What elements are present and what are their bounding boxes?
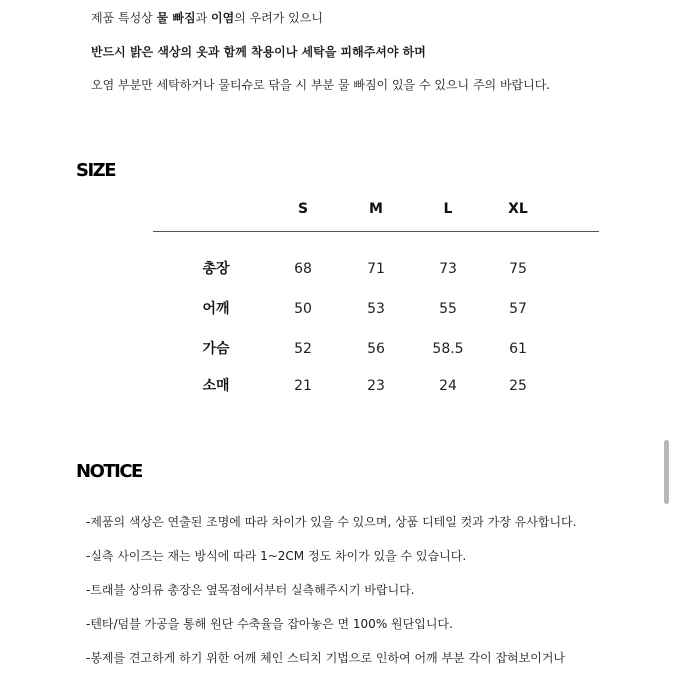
notice-item: -텐타/덤블 가공을 통해 원단 수축율을 잡아놓은 면 100% 원단입니다. <box>86 617 453 631</box>
size-cell: 57 <box>509 301 527 317</box>
notice-item: -봉제를 견고하게 하기 위한 어깨 체인 스티치 기법으로 인하여 어깨 부분 각이 잡혀보이거나 <box>86 651 566 665</box>
size-cell: 25 <box>509 378 527 394</box>
care-line-2: 반드시 밝은 색상의 옷과 함께 착용이나 세탁을 피해주셔야 하며 <box>91 45 426 59</box>
size-cell: 71 <box>367 261 385 277</box>
size-cell: 55 <box>439 301 457 317</box>
size-cell: 73 <box>439 261 457 277</box>
care-bold-water-fade: 물 빠짐 <box>156 11 196 25</box>
care-line-1-mid: 과 <box>195 11 211 25</box>
size-cell: 53 <box>367 301 385 317</box>
size-cell: 24 <box>439 378 457 394</box>
size-cell: 58.5 <box>432 341 464 357</box>
notice-section-title: NOTICE <box>76 461 142 482</box>
notice-item: -실측 사이즈는 재는 방식에 따라 1~2CM 정도 차이가 있을 수 있습니다. <box>86 549 467 563</box>
care-line-1-suffix: 의 우려가 있으니 <box>234 11 323 25</box>
care-line-3: 오염 부분만 세탁하거나 물티슈로 닦을 시 부분 물 빠짐이 있을 수 있으니 주의 바랍니다. <box>91 78 551 92</box>
size-cell: 56 <box>367 341 385 357</box>
size-row-label: 어깨 <box>202 301 230 317</box>
size-column-header: L <box>443 201 453 217</box>
size-row-label: 소매 <box>202 378 230 394</box>
care-line-1 <box>91 10 323 26</box>
notice-item: -제품의 색상은 연출된 조명에 따라 차이가 있을 수 있으며, 상품 디테일 컷과 가장 유사합니다. <box>86 515 577 529</box>
size-table-divider <box>153 231 599 232</box>
size-cell: 21 <box>294 378 312 394</box>
size-column-header: XL <box>508 201 528 217</box>
size-cell: 23 <box>367 378 385 394</box>
size-row-label: 가슴 <box>202 341 230 357</box>
size-column-header: M <box>369 201 383 217</box>
size-cell: 50 <box>294 301 312 317</box>
size-cell: 52 <box>294 341 312 357</box>
scrollbar-thumb[interactable] <box>664 440 669 504</box>
size-cell: 61 <box>509 341 527 357</box>
size-column-header: S <box>297 201 309 217</box>
size-cell: 68 <box>294 261 312 277</box>
size-section-title: SIZE <box>76 160 116 181</box>
care-bold-stain: 이염 <box>210 11 235 25</box>
size-cell: 75 <box>509 261 527 277</box>
size-row-label: 총장 <box>202 261 230 277</box>
notice-item: -트래블 상의류 총장은 옆목점에서부터 실측해주시기 바랍니다. <box>86 583 415 597</box>
care-line-1-prefix: 제품 특성상 <box>91 11 157 25</box>
